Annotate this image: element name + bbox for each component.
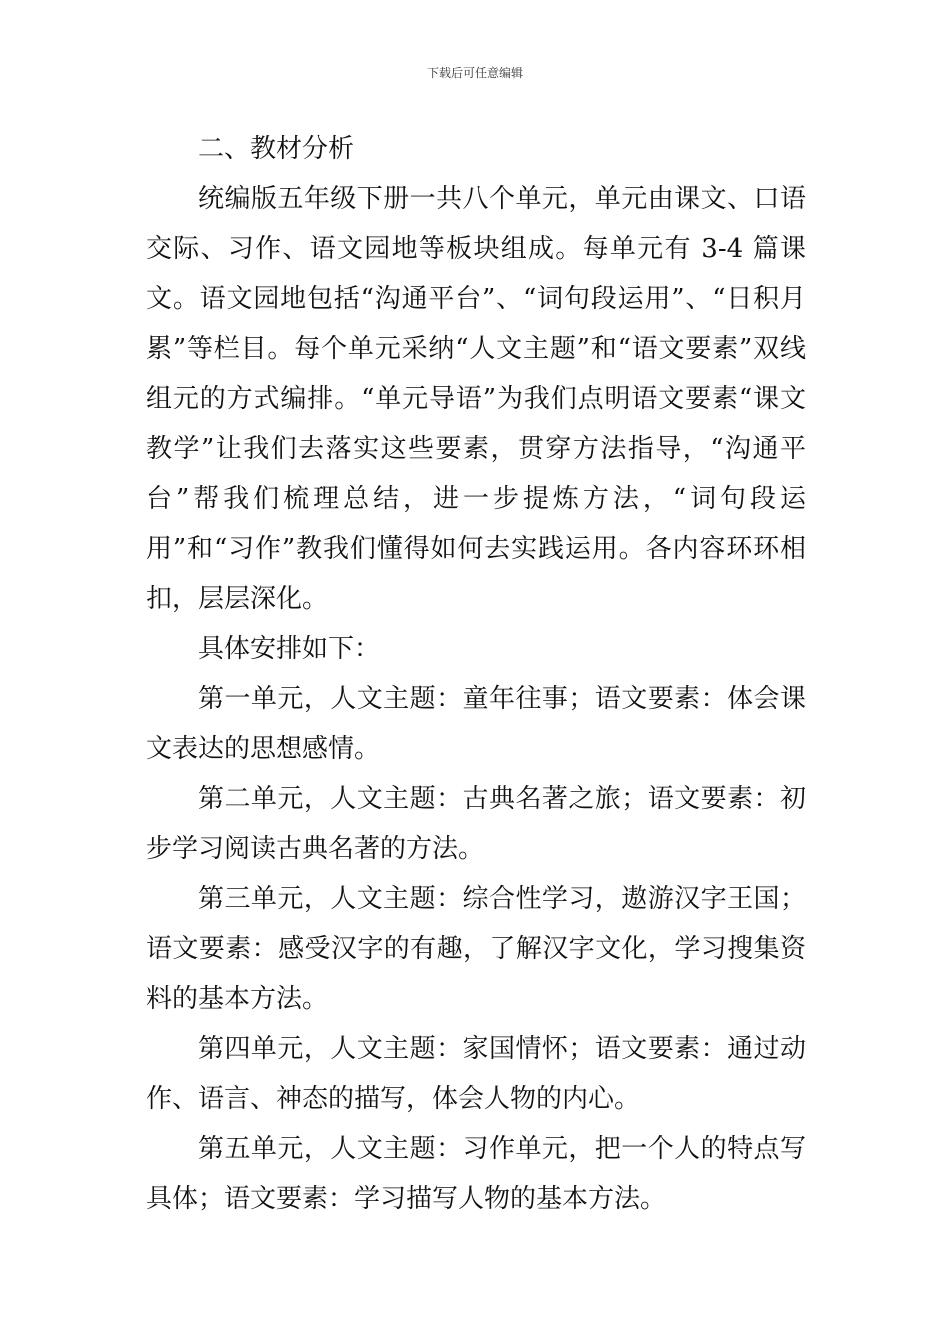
paragraph-arrangement-intro: 具体安排如下： xyxy=(198,634,381,664)
document-body xyxy=(146,124,806,1224)
paragraph-unit-3: 第三单元，人文主题：综合性学习，遨游汉字王国；语文要素：感受汉字的有趣，了解汉字文化，学习搜集资料的基本方法。 xyxy=(146,884,806,1014)
paragraph-unit-2: 第二单元，人文主题：古典名著之旅；语文要素：初步学习阅读古典名著的方法。 xyxy=(146,784,806,864)
paragraph-unit-5: 第五单元，人文主题：习作单元，把一个人的特点写具体；语文要素：学习描写人物的基本方法。 xyxy=(146,1134,806,1214)
section-heading: 二、教材分析 xyxy=(198,134,355,164)
paragraph-unit-1: 第一单元，人文主题：童年往事；语文要素：体会课文表达的思想感情。 xyxy=(146,684,806,764)
page-header: 下载后可任意编辑 xyxy=(426,66,523,80)
paragraph-overview: 统编版五年级下册一共八个单元，单元由课文、口语交际、习作、语文园地等板块组成。每单元有 3-4 篇课文。语文园地包括“沟通平台”、“词句段运用”、“日积月累”等栏目。每个单元采纳“人文主题”和“语文要素”双线组元的方式编排。“单元导语”为我们点明语文要素“课文教学”让我们去落实这些要素，贯穿方法指导，“沟通平台”帮我们梳理总结，进一步提炼方法，“词句段运用”和“习作”教我们懂得如何去实践运用。各内容环环相扣，层层深化。 xyxy=(146,184,806,614)
paragraph-unit-4: 第四单元，人文主题：家国情怀；语文要素：通过动作、语言、神态的描写，体会人物的内心。 xyxy=(146,1034,806,1114)
